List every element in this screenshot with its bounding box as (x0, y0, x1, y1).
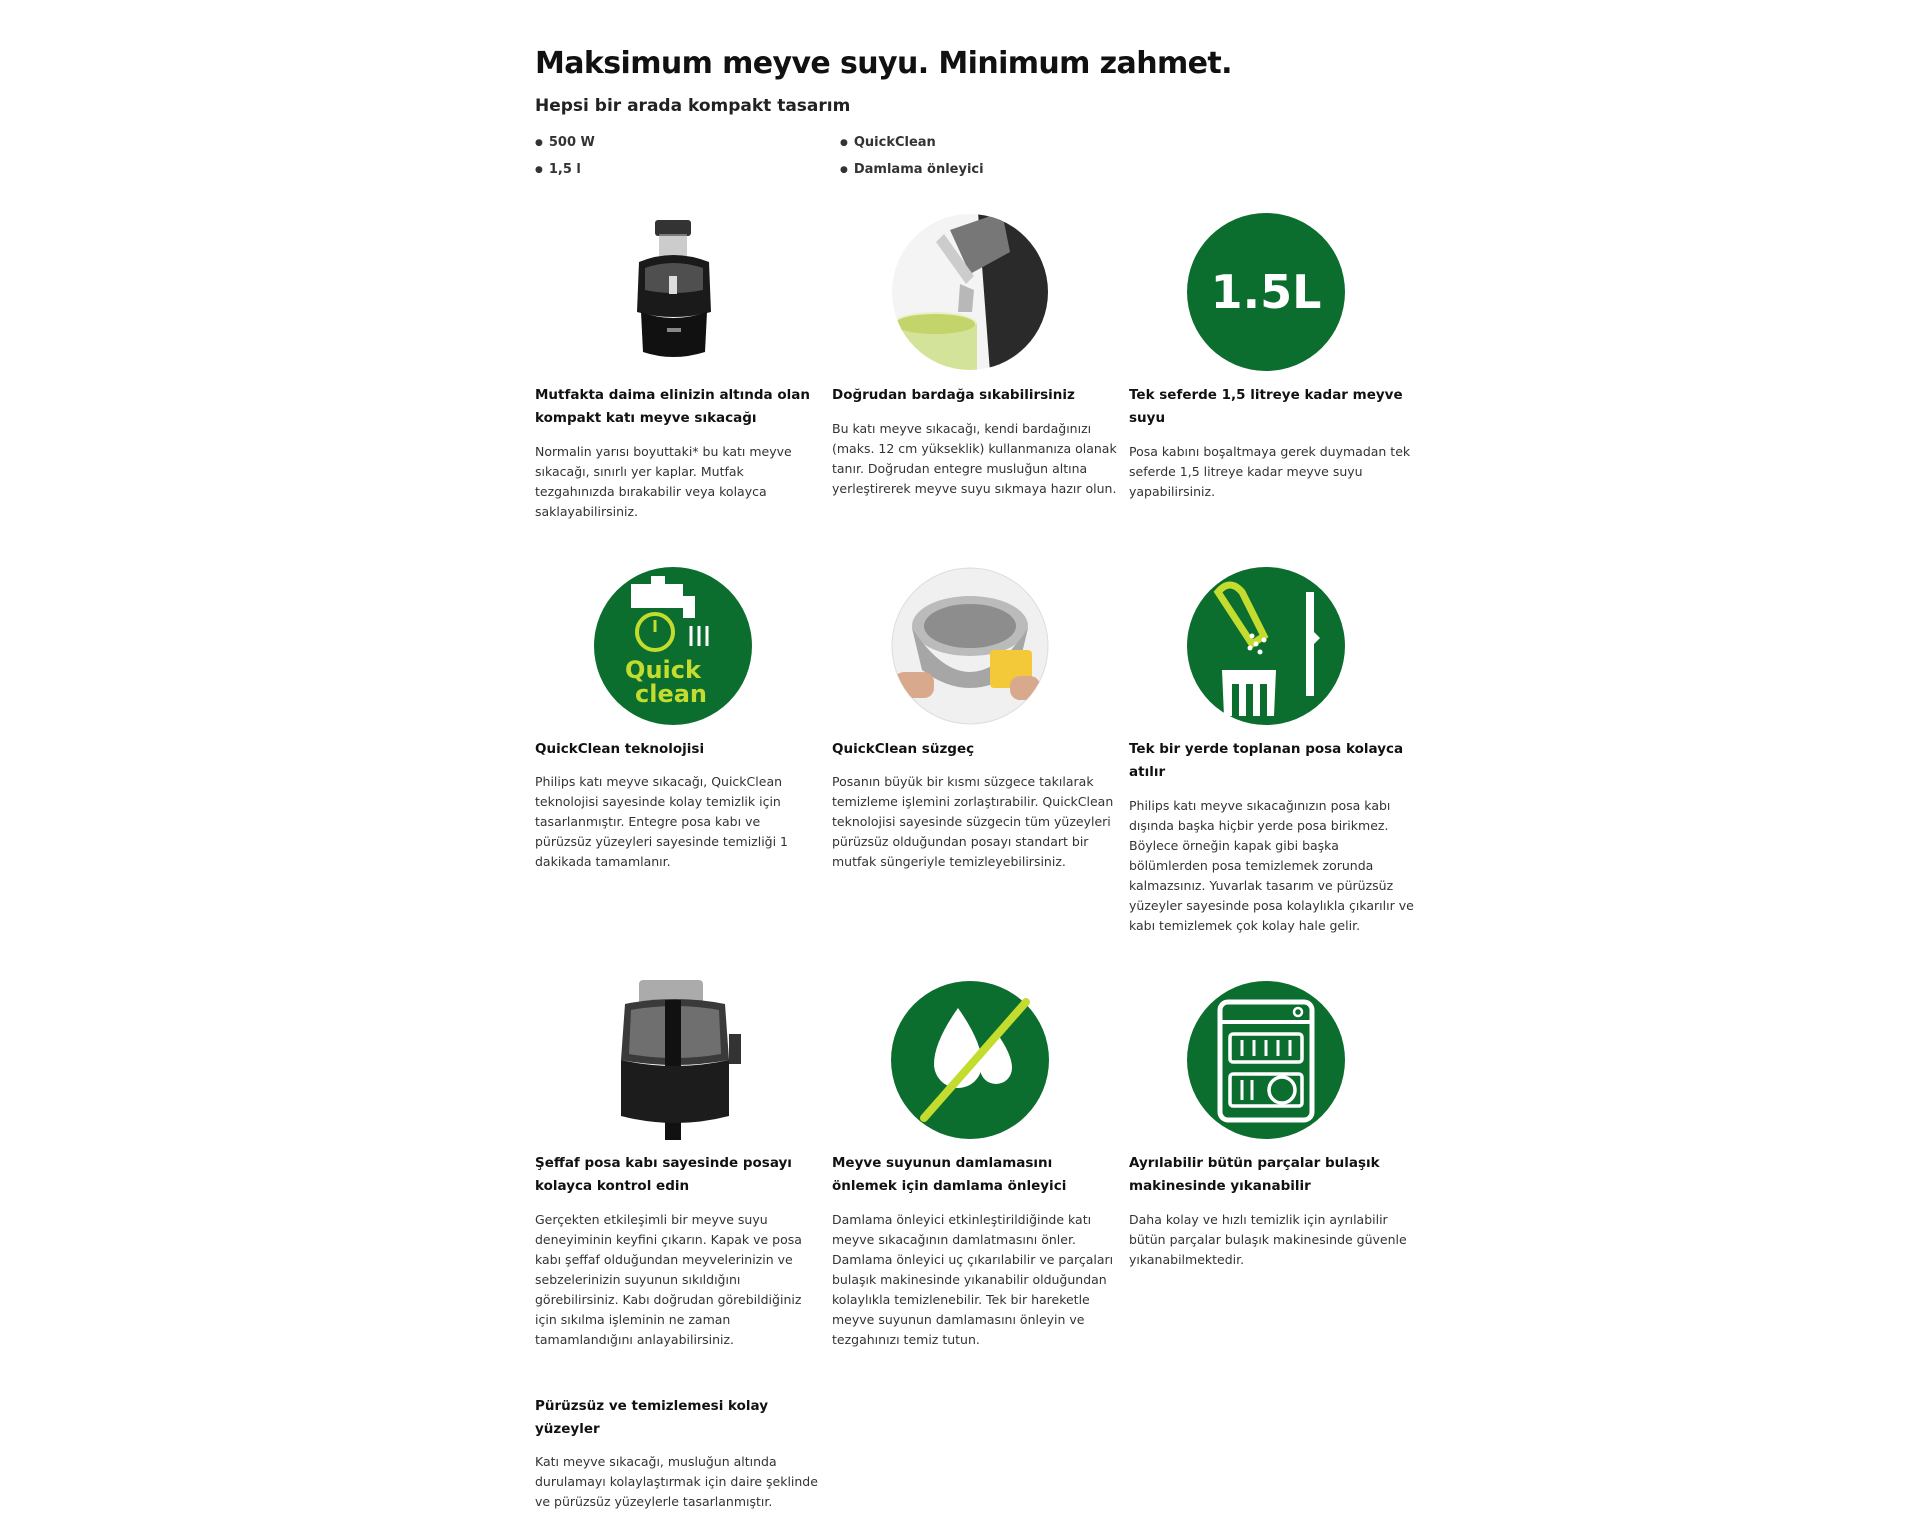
feature-title: Şeffaf posa kabı sayesinde posayı kolayca kontrol edin (535, 1155, 792, 1194)
page-subtitle: Hepsi bir arada kompakt tasarım (535, 96, 851, 116)
feature-title: Pürüzsüz ve temizlemesi kolay yüzeyler (535, 1398, 769, 1437)
feature-title: QuickClean teknolojisi (535, 741, 705, 757)
feature-title: QuickClean süzgeç (832, 741, 975, 757)
feature-title: Ayrılabilir bütün parçalar bulaşık makinesinde yıkanabilir (1129, 1155, 1380, 1194)
quick-label: Quick (625, 656, 701, 684)
glass-photo (890, 212, 1050, 372)
feature-description: Philips katı meyve sıkacağı, QuickClean teknolojisi sayesinde kolay temizlik için tasarlanmıştır. Entegre posa kabı ve pürüzsüz yüzeyleri sayesinde temizliği 1 dakikada tamamlanır. (535, 774, 789, 869)
1.5l-icon (1186, 212, 1346, 372)
spec-item: ● QuickClean (840, 134, 936, 153)
spec-item: ● Damlama önleyici (840, 161, 984, 180)
big-label: 1.5L (1210, 265, 1322, 319)
dishwasher-icon (1186, 980, 1346, 1140)
feature-title: Tek bir yerde toplanan posa kolayca atılır (1129, 741, 1404, 780)
content (535, 44, 1415, 198)
container-photo (595, 980, 755, 1140)
feature-description: Posanın büyük bir kısmı süzgece takılarak temizleme işlemini zorlaştırabilir. QuickClean teknolojisi sayesinde süzgecin tüm yüzeyleri pürüzsüz olduğundan posayı standart bir mutfak süngeriyle temizleyebilirsiniz. (832, 774, 1114, 869)
feature-description: Daha kolay ve hızlı temizlik için ayrılabilir bütün parçalar bulaşık makinesinde güvenle yıkanabilmektedir. (1129, 1212, 1407, 1267)
feature-description: Normalin yarısı boyuttaki* bu katı meyve sıkacağı, sınırlı yer kaplar. Mutfak tezgahınızda bırakabilir veya kolayca saklayabilirsiniz. (535, 444, 792, 519)
drip-stop-icon (890, 980, 1050, 1140)
feature-description: Posa kabını boşaltmaya gerek duymadan tek seferde 1,5 litreye kadar meyve suyu yapabilirsiniz. (1129, 444, 1411, 499)
feature-title: Mutfakta daima elinizin altında olan kompakt katı meyve sıkacağı (535, 387, 810, 426)
pulp-icon (1186, 566, 1346, 726)
feature-description: Philips katı meyve sıkacağınızın posa kabı dışında başka hiçbir yerde posa birikmez. Böylece örneğin kapak gibi başka bölümlerden posa temizlemek zorunda kalmazsınız. Yuvarlak tasarım ve pürüzsüz yüzeyler sayesinde posa kolaylıkla çıkarılır ve kabı temizlemek çok kolay hale gelir. (1129, 798, 1414, 933)
spec-item: ● 500 W (535, 134, 595, 153)
spec-list (535, 134, 1415, 198)
juicer-photo (595, 212, 755, 372)
page-title: Maksimum meyve suyu. Minimum zahmet. (535, 46, 1232, 81)
feature-title: Tek seferde 1,5 litreye kadar meyve suyu (1129, 387, 1403, 426)
feature-description: Gerçekten etkileşimli bir meyve suyu deneyiminin keyfini çıkarın. Kapak ve posa kabı şeffaf olduğundan meyvelerinizin ve sebzelerinizin suyunun sıkıldığını görebilirsiniz. Kabı doğrudan görebildiğiniz için sıkılma işleminin ne zaman tamamlandığını anlayabilirsiniz. (535, 1212, 802, 1347)
sieve-photo (890, 566, 1050, 726)
clean-label: clean (634, 680, 708, 708)
spec-item: ● 1,5 l (535, 161, 581, 180)
feature-description: Damlama önleyici etkinleştirildiğinde katı meyve sıkacağının damlatmasını önler. Damlama önleyici uç çıkarılabilir ve parçaları bulaşık makinesinde yıkanabilir olduğundan kolaylıkla temizlenebilir. Tek bir hareketle meyve suyunun damlamasını önleyin ve tezgahınızı temiz tutun. (832, 1212, 1114, 1347)
feature-description: Katı meyve sıkacağı, musluğun altında durulamayı kolaylaştırmak için daire şeklinde ve pürüzsüz yüzeylerle tasarlanmıştır. (535, 1454, 818, 1509)
feature-title: Doğrudan bardağa sıkabilirsiniz (832, 387, 1075, 403)
feature-description: Bu katı meyve sıkacağı, kendi bardağınızı (maks. 12 cm yükseklik) kullanmanıza olanak tanır. Doğrudan entegre musluğun altına yerleştirerek meyve suyu sıkmaya hazır olun. (832, 421, 1117, 496)
quickclean-icon (593, 566, 753, 726)
feature-title: Meyve suyunun damlamasını önlemek için damlama önleyici (832, 1155, 1067, 1194)
